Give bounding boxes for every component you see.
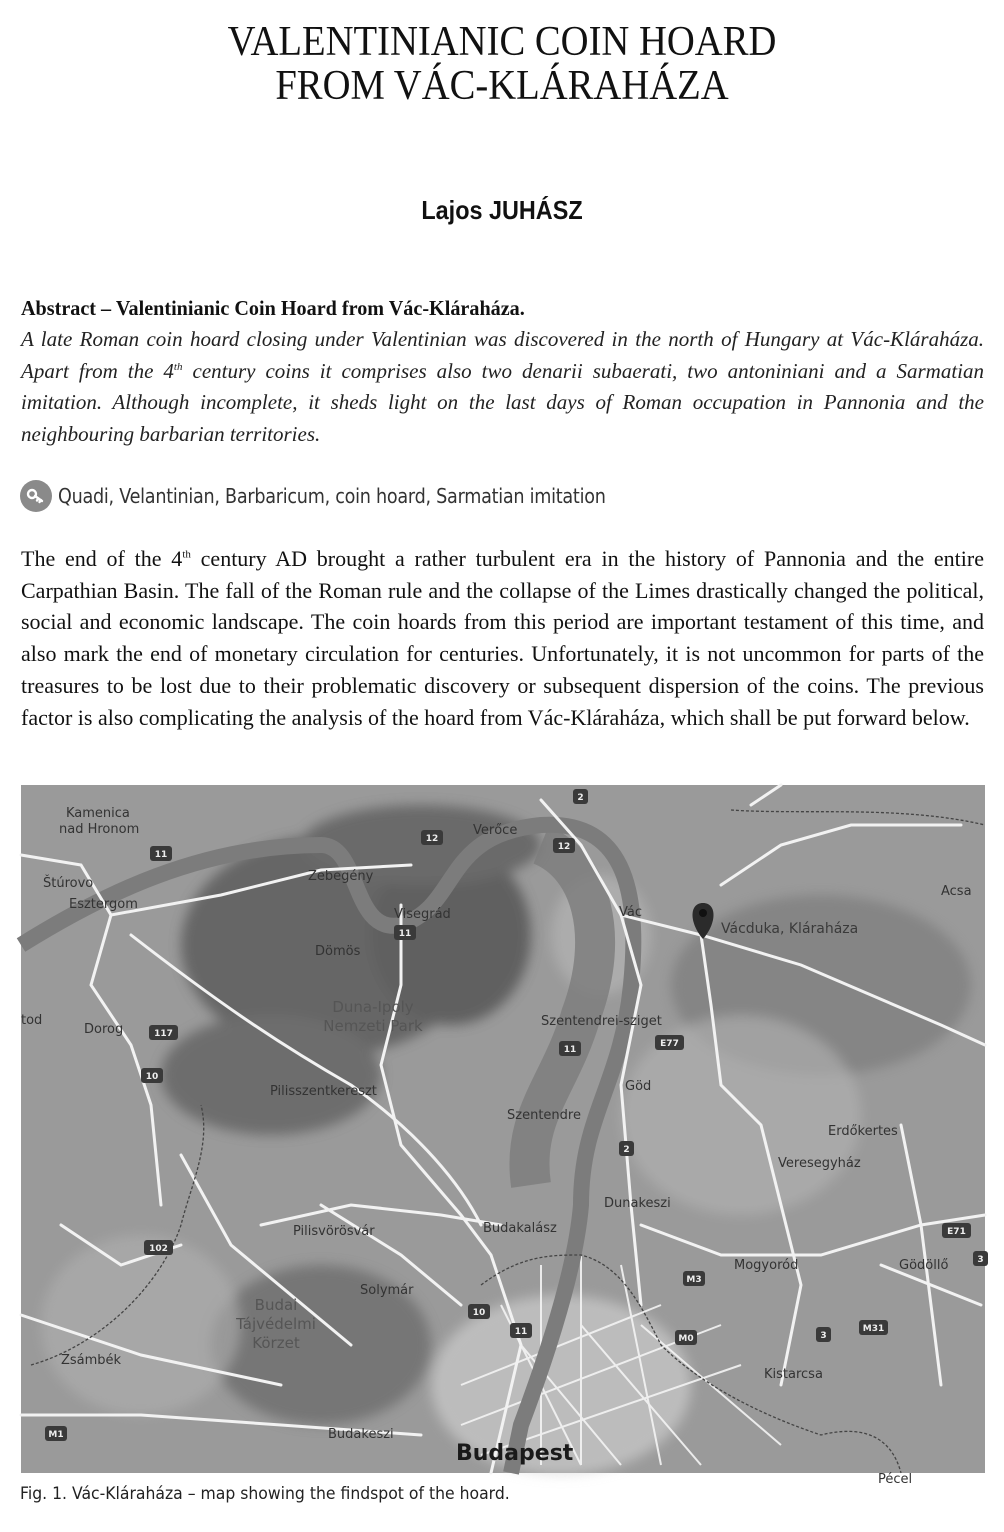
road-number-shield <box>149 1025 178 1040</box>
map-place-label: Zsámbék <box>61 1353 122 1368</box>
svg-text:M1: M1 <box>48 1430 64 1440</box>
map-place-label: Vác <box>619 905 642 920</box>
body-superscript: th <box>182 548 191 561</box>
road-number-shield <box>573 789 588 804</box>
keywords <box>20 480 680 512</box>
map-place-label: Acsa <box>941 884 972 899</box>
road-number-shield <box>394 925 416 940</box>
road-number-shield <box>973 1251 988 1266</box>
map-place-label: Visegrád <box>394 907 451 922</box>
svg-text:10: 10 <box>472 1308 486 1318</box>
road-number-shield <box>859 1320 888 1335</box>
map-place-label: Kistarcsa <box>764 1367 823 1382</box>
article-title <box>40 20 964 108</box>
svg-text:2: 2 <box>577 793 584 803</box>
key-icon <box>20 480 52 512</box>
map-place-label: Dunakeszi <box>604 1196 671 1211</box>
map-place-label: Dorog <box>84 1022 124 1037</box>
map-place-label: Budakalász <box>483 1221 557 1236</box>
svg-text:3: 3 <box>820 1331 827 1341</box>
svg-text:11: 11 <box>514 1327 528 1337</box>
map-place-label: Pilisvörösvár <box>293 1224 375 1239</box>
svg-text:11: 11 <box>398 929 412 939</box>
svg-text:M31: M31 <box>862 1324 885 1334</box>
abstract-superscript: th <box>173 360 183 373</box>
abstract-heading: Abstract – Valentinianic Coin Hoard from Vác-Kláraháza. <box>21 296 525 320</box>
road-number-shield <box>553 838 575 853</box>
map-park-label: Tájvédelmi <box>236 1315 316 1333</box>
road-number-shield <box>655 1035 684 1050</box>
map-park-label: Nemzeti Park <box>323 1017 423 1035</box>
map-city-label: Budapest <box>456 1441 574 1466</box>
road-number-shield <box>675 1330 697 1345</box>
svg-text:117: 117 <box>154 1029 173 1039</box>
map-place-label: Mogyoród <box>734 1258 799 1273</box>
svg-text:E71: E71 <box>947 1227 966 1237</box>
map-place-label: Solymár <box>360 1283 414 1298</box>
road-number-shield <box>816 1327 831 1342</box>
svg-text:12: 12 <box>425 834 439 844</box>
map-place-label: Veresegyház <box>778 1156 861 1171</box>
body-text-part1: The end of the 4 <box>21 546 183 571</box>
svg-text:102: 102 <box>149 1244 168 1254</box>
map-graphic <box>21 785 985 1487</box>
abstract-text <box>21 324 984 450</box>
map-place-label: Zebegény <box>308 869 374 884</box>
svg-text:10: 10 <box>145 1072 159 1082</box>
map-place-label: Štúrovo <box>43 876 94 891</box>
figure-caption: Fig. 1. Vác-Kláraháza – map showing the findspot of the hoard. <box>20 1484 510 1504</box>
road-number-shield <box>559 1041 581 1056</box>
map-place-label: Dömös <box>315 944 361 959</box>
map-place-label: Erdőkertes <box>828 1124 898 1139</box>
abstract-text-part1: A late Roman coin hoard closing under Valentinian was discovered in the north of Hungary at Vác-Kláraháza. Apart from the 4 <box>21 327 984 383</box>
map-park-label: Budai <box>254 1296 298 1314</box>
map-place-label: Szentendre <box>507 1108 581 1123</box>
findspot-marker-label: Vácduka, Kláraháza <box>721 921 859 937</box>
svg-text:2: 2 <box>623 1145 630 1155</box>
abstract-text-part2: century coins it comprises also two denarii subaerati, two antoniniani and a Sarmatian imitation. Although incomplete, it sheds light on the last days of Roman occupation in Pannonia and the neighbouring barbarian territories. <box>21 358 985 446</box>
map-place-label: Pécel <box>878 1472 913 1487</box>
map-place-label: Gödöllő <box>899 1258 949 1273</box>
svg-text:11: 11 <box>563 1045 577 1055</box>
author-name: Lajos JUHÁSZ <box>421 195 583 225</box>
svg-text:M0: M0 <box>678 1334 694 1344</box>
map-park-label: Duna-Ipoly <box>332 998 414 1016</box>
road-number-shield <box>141 1068 163 1083</box>
map-place-label: Pilisszentkereszt <box>270 1084 377 1099</box>
map-place-label: Kamenica <box>66 806 130 821</box>
road-number-shield <box>468 1304 490 1319</box>
findspot-map <box>21 785 985 1487</box>
road-number-shield <box>144 1240 173 1255</box>
road-number-shield <box>942 1223 971 1238</box>
title-line-1: VALENTINIANIC COIN HOARD <box>227 19 777 65</box>
map-place-label: nad Hronom <box>59 822 140 837</box>
map-place-label: Budakeszi <box>328 1427 394 1442</box>
map-place-label: Szentendrei-sziget <box>541 1014 662 1029</box>
map-place-label: Göd <box>625 1079 652 1094</box>
svg-text:M3: M3 <box>686 1275 702 1285</box>
svg-text:12: 12 <box>557 842 571 852</box>
road-number-shield <box>510 1323 532 1338</box>
road-number-shield <box>619 1141 634 1156</box>
road-number-shield <box>421 830 443 845</box>
map-place-label: Esztergom <box>69 897 138 912</box>
body-text-part2: century AD brought a rather turbulent era in the history of Pannonia and the entire Carpathian Basin. The fall of the Roman rule and the collapse of the Limes drastically changed the political, social and economic landscape. The coin hoards from this period are important testament of this time, and also mark the end of monetary circulation for centuries. Unfortunately, it is not uncommon for parts of the treasures to be lost due to their problematic discovery or subsequent dispersion of the coins. The previous factor is also complicating the analysis of the hoard from Vác-Kláraháza, which shall be put forward below. <box>21 546 984 730</box>
road-number-shield <box>45 1426 67 1441</box>
map-place-label: Verőce <box>473 823 518 838</box>
road-number-shield <box>150 846 172 861</box>
svg-text:3: 3 <box>977 1255 984 1265</box>
body-paragraph <box>21 543 984 733</box>
title-line-2: FROM VÁC-KLÁRAHÁZA <box>275 63 729 109</box>
map-place-label: tod <box>21 1013 43 1028</box>
road-number-shield <box>683 1271 705 1286</box>
svg-text:11: 11 <box>154 850 168 860</box>
map-park-label: Körzet <box>252 1334 300 1352</box>
svg-text:E77: E77 <box>660 1039 679 1049</box>
keywords-text: Quadi, Velantinian, Barbaricum, coin hoard, Sarmatian imitation <box>58 484 606 508</box>
